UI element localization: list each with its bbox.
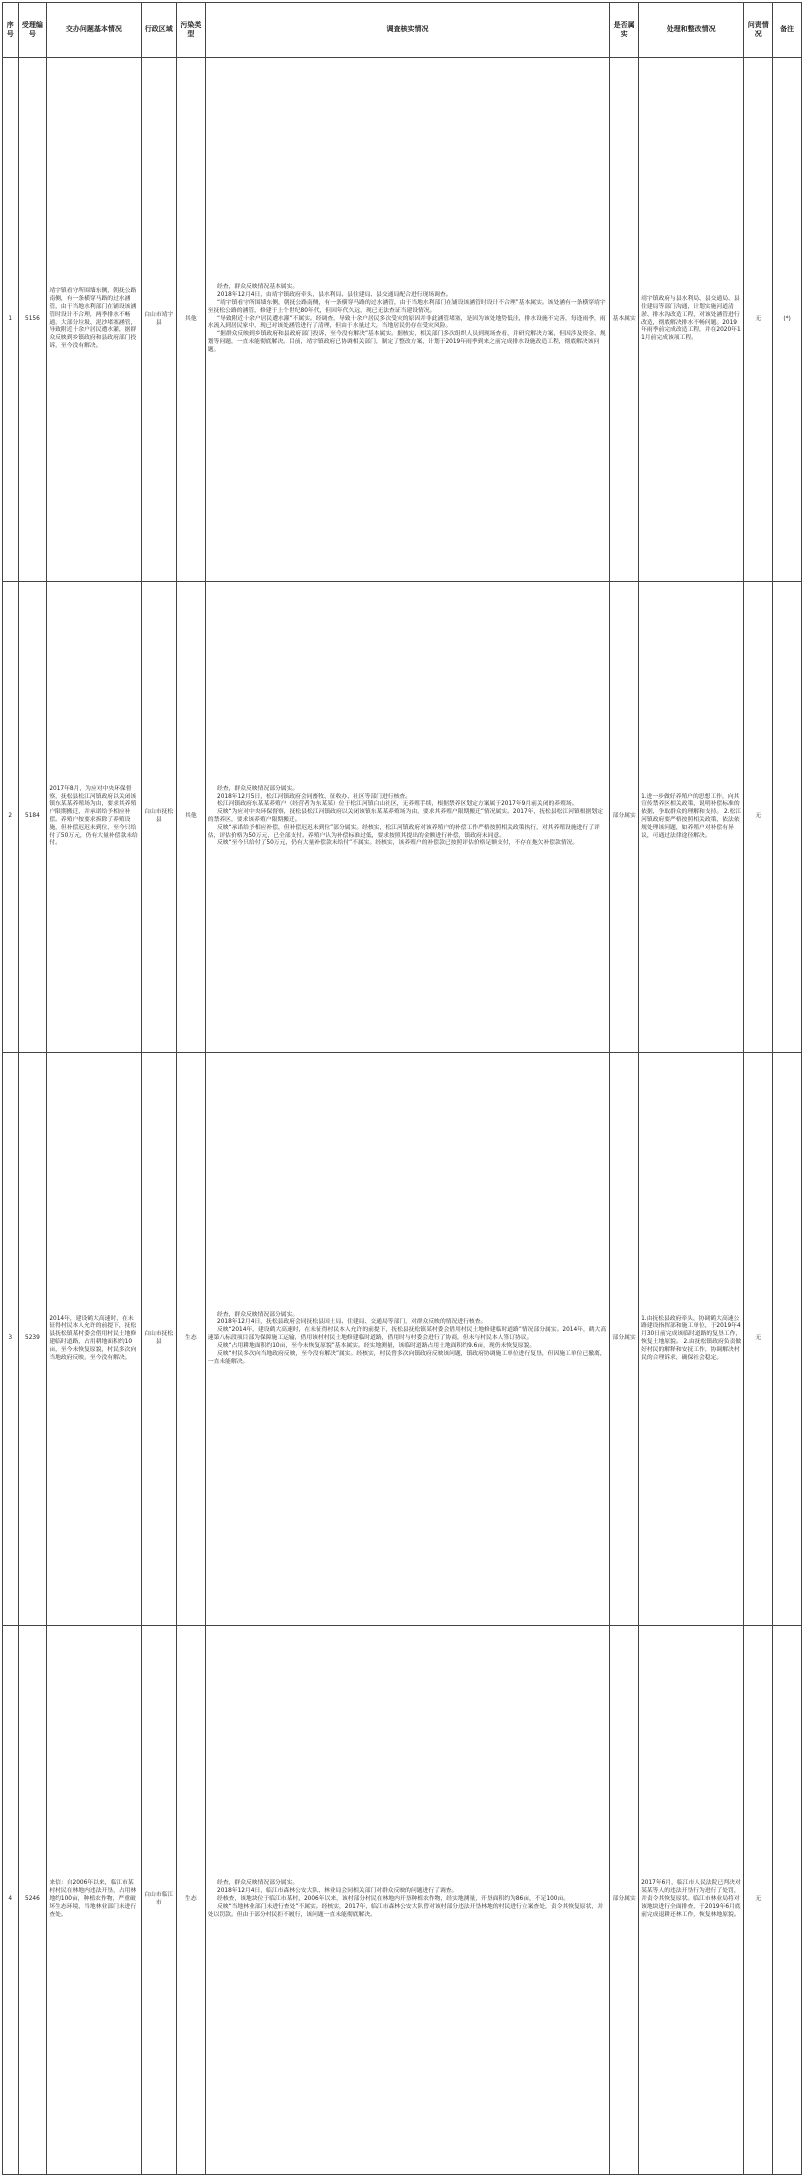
row-id: 5246 (18, 1626, 47, 2175)
investigation-paragraph: 松江河镇政府东某某养殖户（经营者为东某某）位于松江河镇白山社区，无养殖手续，根据禁养区划定方案属于2017年9月前关闭的养殖场。 (217, 801, 578, 808)
investigation-paragraph: 反映“占用耕地面积约10亩，至今未恢复原貌”基本属实。经实地测量，该临时道路占用土地面积约9.6亩，现仍未恢复原貌。 (217, 1342, 536, 1349)
row-investigation (205, 582, 609, 1053)
row-note: (*) (773, 58, 802, 582)
row-investigation (205, 1626, 609, 2175)
investigation-paragraph: 经查，群众反映情况部分属实。 (217, 1880, 299, 1887)
investigation-paragraph: “靖宇镇看守所围墙东侧，朝抚公路南侧，有一条横穿马路的过水涵管，由于当地水利部门在铺设该涵管时设计不合理”基本属实。该处涵有一条横穿靖宇至抚松公路的涵管，修建于上个世纪80年代，但因年代久远，现已无法查证当建设情况。 (207, 299, 606, 314)
investigation-paragraph: “据群众反映到乡镇政府和县政府部门投诉，至今没有解决”基本属实。据核实，相关部门多次组织人员到现场查看，并研究解决方案，但因涉及资金、规划等问题，一直未能彻底解决。目前，靖宇镇政府已协调相关部门，制定了整改方案，计划于2019年雨季到来之前完成排水设施改造工程，彻底解决该问题。 (207, 331, 606, 353)
investigation-paragraph: “导致附近十余户居民遭水灌”不属实。经调查，导致十余户居民多次受灾的原因并非此涵管堵塞，是因为该处地势低洼，排水设施不完善，每逢雨季，雨水流入到居民家中，现已对该处涵管进行了清理，但由于水量过大，当地居民仍存在受灾风险。 (207, 315, 606, 330)
row-region: 白山市临江市 (141, 1626, 176, 2175)
row-handling: 1.由抚松县政府牵头，协调鹤大高速公路建设指挥部和施工单位，于2019年4月30日前完成该临时道路的复垦工作，恢复土地原貌。 2.由抚松镇政府负责做好村民的解释和安抚工作，协调解决村民的合理诉求，确保社会稳定。 (639, 1053, 744, 1626)
table-row (3, 582, 802, 1053)
row-handling: 2017年6月，临江市人民法院已判决对某某等人的违法开垦行为进行了处罚，并责令其恢复原状。临江市林业局将对该地块进行全面排查，于2019年6月底前完成退耕还林工作，恢复林地原貌。 (639, 1626, 744, 2175)
row-seq: 4 (3, 1626, 19, 2175)
row-note (773, 1626, 802, 2175)
investigation-paragraph: 2018年12月4日，由靖宇镇政府牵头，县水利局、县住建局、县交通局配合进行现场调查。 (217, 292, 452, 299)
row-ptype: 其他 (176, 58, 205, 582)
table-row (3, 58, 802, 582)
row-true-status: 部分属实 (610, 582, 639, 1053)
row-ptype: 生态 (176, 1626, 205, 2175)
header-problem: 交办问题基本情况 (47, 3, 141, 58)
row-region: 白山市抚松县 (141, 582, 176, 1053)
header-row (3, 3, 802, 58)
table-row (3, 1053, 802, 1626)
investigation-paragraph: 经查，群众反映情况部分属实。 (217, 1311, 299, 1318)
investigation-paragraph: 2018年12月4日，临江市森林公安大队、林业局会同相关部门对群众反映的问题进行了调查。 (217, 1888, 458, 1895)
row-handling: 1.进一步做好养殖户的思想工作，向其宣传禁养区相关政策，说明补偿标准的依据，争取群众的理解和支持。 2.松江河镇政府要严格按照相关政策，依法依规处理该问题，如养殖户对补偿有异议，可通过法律途径解决。 (639, 582, 744, 1053)
row-investigation (205, 1053, 609, 1626)
investigation-paragraph: 2018年12月4日，抚松县政府会同抚松县国土局、住建局、交通局等部门，对群众反映的情况进行核查。 (217, 1319, 487, 1326)
header-ptype: 污染类型 (176, 3, 205, 58)
row-id: 5239 (18, 1053, 47, 1626)
row-accountability: 无 (744, 58, 773, 582)
row-seq: 2 (3, 582, 19, 1053)
header-handling: 处理和整改情况 (639, 3, 744, 58)
investigation-paragraph: 经查，群众反映情况基本属实。 (217, 284, 299, 291)
investigation-paragraph: 反映“至今只给付了50万元，仍有大量补偿款未给付”不属实。经核实，该养殖户的补偿款已按照评估价格足额支付，不存在拖欠补偿款情况。 (217, 840, 579, 847)
header-note: 备注 (773, 3, 802, 58)
row-handling: 靖宇镇政府与县水利局、县交通局、县住建局等部门沟通，计划实施河道清淤、排水沟改造工程，对该处涵管进行改造，彻底解决排水不畅问题。2019年雨季前完成改造工程，并在2020年11月前完成该项工程。 (639, 58, 744, 582)
investigation-paragraph: 反映“为应对中央环保督察，抚松县松江河镇政府以关闭该镇东某某养殖场为由，要求其养殖户限期搬迁”情况属实。2017年，抚松县松江河镇根据划定的禁养区，要求该养殖户限期搬迁。 (207, 809, 603, 823)
investigation-paragraph: 反映“村民多次向当地政府反映，至今没有解决”属实。经核实，村民曾多次向镇政府反映该问题，镇政府协调施工单位进行复垦，但因施工单位已撤离，一直未能解决。 (207, 1350, 606, 1365)
investigation-paragraph: 反映“2014年，建设鹤大高速时，在未征得村民本人允许的前提下，抚松县抚松镇某村委会借用村民土地修建临时道路”情况部分属实。2014年，鹤大高速第八标段项目部为保障施工运输，借用该村村民土地修建临时道路，借用时与村委会进行了协商，但未与村民本人签订协议。 (207, 1327, 607, 1342)
row-problem: 2014年，建设鹤大高速时，在未征得村民本人允许的前提下，抚松县抚松镇某村委会借用村民土地修建临时道路，占用耕地面积约10亩，至今未恢复原貌，村民多次向当地政府反映，至今没有解决。 (47, 1053, 141, 1626)
row-accountability: 无 (744, 1626, 773, 2175)
row-ptype: 生态 (176, 1053, 205, 1626)
investigation-paragraph: 反映“承诺给予相应补偿，但补偿迟迟未到位”部分属实。经核实，松江河镇政府对该养殖户的补偿工作严格按照相关政策执行，对其养殖设施进行了评估，评估价格为50万元，已全部支付。养殖户认为补偿标准过低，要求按照其提出的金额进行补偿，镇政府未同意。 (207, 824, 600, 839)
row-id: 5156 (18, 58, 47, 582)
report-table (2, 2, 802, 2175)
row-true-status: 基本属实 (610, 58, 639, 582)
row-seq: 3 (3, 1053, 19, 1626)
row-accountability: 无 (744, 582, 773, 1053)
header-true-status: 是否属实 (610, 3, 639, 58)
row-note (773, 1053, 802, 1626)
header-region: 行政区域 (141, 3, 176, 58)
row-problem: 2017年8月，为应对中央环保督察，抚松县松江河镇政府以关闭该镇东某某养殖场为由，要求其养殖户限期搬迁，并承诺给予相应补偿。养殖户按要求拆除了养殖设施，但补偿迟迟未到位，至今只给付了50万元，仍有大量补偿款未给付。 (47, 582, 141, 1053)
investigation-paragraph: 2018年12月5日，松江河镇政府会同畜牧、征收办、社区等部门进行核查。 (217, 793, 411, 800)
row-accountability: 无 (744, 1053, 773, 1626)
row-note (773, 582, 802, 1053)
header-accountability: 问责情况 (744, 3, 773, 58)
investigation-paragraph: 反映“当地林业部门未进行查处”不属实。经核实，2017年，临江市森林公安大队曾对该村部分违法开垦林地的村民进行立案查处，责令其恢复原状，并处以罚款。但由于部分村民拒不履行，该问题一直未能彻底解决。 (207, 1903, 603, 1918)
row-problem: 来信：自2006年以来，临江市某村村民在林地内违法开垦，占用林地约100亩，种植农作物，严重破坏生态环境，当地林业部门未进行查处。 (47, 1626, 141, 2175)
row-region: 白山市抚松县 (141, 1053, 176, 1626)
investigation-paragraph: 经查，群众反映情况部分属实。 (217, 785, 299, 792)
row-problem: 靖宇镇看守所围墙东侧，朝抚公路南侧，有一条横穿马路的过水涵管，由于当地水利部门在铺设该涵管时设计不合理，两季排水不畅通，大部分垃圾、泥沙堵塞涵管，导致附近十余户居民遭水灌，据群众反映到乡镇政府和县政府部门投诉，至今没有解决。 (47, 58, 141, 582)
header-investigation: 调查核实情况 (205, 3, 609, 58)
row-investigation (205, 58, 609, 582)
investigation-paragraph: 经核查，该地块位于临江市某村，2006年以来，该村部分村民在林地内开垦种植农作物，经实地测量，开垦面积约为86亩，不足100亩。 (217, 1896, 570, 1903)
header-seq: 序号 (3, 3, 19, 58)
table-row (3, 1626, 802, 2175)
row-seq: 1 (3, 58, 19, 582)
header-id: 受理编号 (18, 3, 47, 58)
row-ptype: 其他 (176, 582, 205, 1053)
row-region: 白山市靖宇县 (141, 58, 176, 582)
row-true-status: 部分属实 (610, 1626, 639, 2175)
row-id: 5184 (18, 582, 47, 1053)
row-true-status: 部分属实 (610, 1053, 639, 1626)
